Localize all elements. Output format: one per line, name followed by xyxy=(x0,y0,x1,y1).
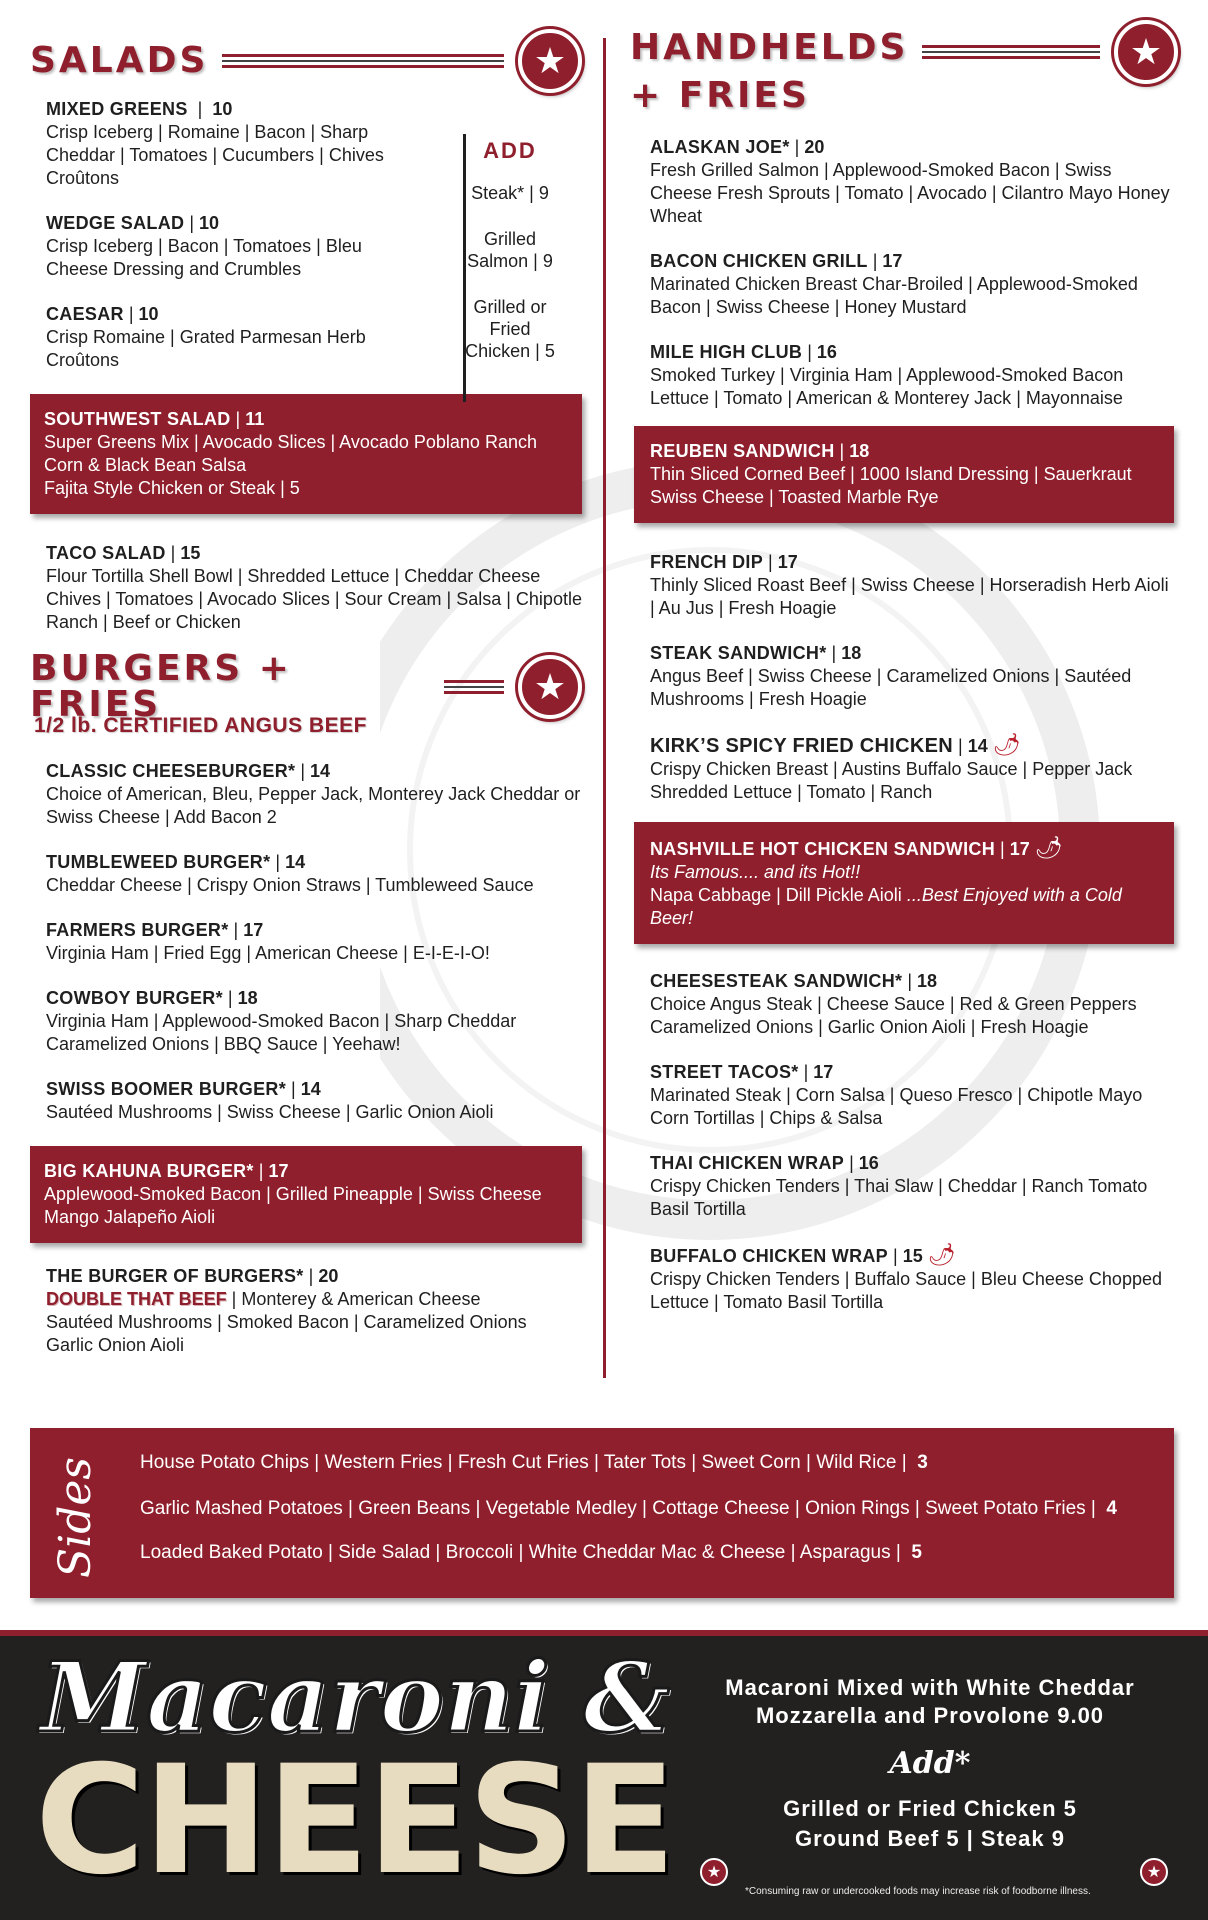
menu-item: CLASSIC CHEESEBURGER* | 14 Choice of American, Bleu, Pepper Jack, Monterey Jack Cheddar or Swiss Cheese | Add Bacon 2 xyxy=(46,761,581,827)
mac-add-ons xyxy=(690,1794,1170,1854)
item-price: 10 xyxy=(199,213,220,233)
chili-pepper-icon: 🌶 xyxy=(992,732,1021,757)
item-price: 17 xyxy=(268,1161,289,1181)
sides-row xyxy=(140,1452,928,1474)
mac-add-line: Grilled or Fried Chicken 5 xyxy=(783,1796,1077,1821)
sides-band xyxy=(30,1428,1174,1598)
item-price: 14 xyxy=(285,852,306,872)
menu-item: SOUTHWEST SALAD | 11 Super Greens Mix | Avocado Slices | Avocado Poblano Ranch Corn & Black Bean Salsa Fajita Style Chicken or Steak | 5 xyxy=(44,408,566,500)
item-name: THE BURGER OF BURGERS* xyxy=(46,1266,304,1286)
item-name: FRENCH DIP xyxy=(650,552,764,572)
mac-desc-line: Mozzarella and Provolone 9.00 xyxy=(755,1703,1105,1728)
item-price: 14 xyxy=(967,736,988,756)
health-disclaimer: *Consuming raw or undercooked foods may increase risk of foodborne illness. xyxy=(745,1886,1091,1897)
add-title: ADD xyxy=(483,138,537,163)
sides-items: House Potato Chips | Western Fries | Fresh Cut Fries | Tater Tots | Sweet Corn | Wild Rice | xyxy=(140,1452,912,1473)
burgers-header xyxy=(30,648,582,725)
item-name: NASHVILLE HOT CHICKEN SANDWICH xyxy=(650,839,995,859)
salads-title: SALADS xyxy=(30,40,209,81)
menu-item: WEDGE SALAD | 10 Crisp Iceberg | Bacon | Tomatoes | Bleu Cheese Dressing and Crumbles xyxy=(46,212,426,281)
item-desc: Virginia Ham | Fried Egg | American Cheese | E-I-E-I-O! xyxy=(46,943,490,963)
handhelds-title-line2: + FRIES xyxy=(630,75,810,116)
menu-item: KIRK’S SPICY FRIED CHICKEN | 14 🌶 Crispy Chicken Breast | Austins Buffalo Sauce | Pepper Jack Shredded Lettuce | Tomato | Ranch xyxy=(650,733,1178,804)
menu-item: TUMBLEWEED BURGER* | 14 Cheddar Cheese | Crispy Onion Straws | Tumbleweed Sauce xyxy=(46,851,582,897)
item-desc: Choice of American, Bleu, Pepper Jack, Monterey Jack Cheddar or Swiss Cheese | Add Bacon 2 xyxy=(46,784,581,827)
item-name: MILE HIGH CLUB xyxy=(650,342,803,362)
item-desc-line: Mango Jalapeño Aioli xyxy=(44,1207,216,1227)
item-price: 18 xyxy=(237,988,258,1008)
menu-item: THE BURGER OF BURGERS* | 20 DOUBLE THAT BEEF | Monterey & American Cheese Sautéed Mushrooms | Smoked Bacon | Caramelized Onions Garlic Onion Aioli xyxy=(46,1265,582,1357)
item-price: 16 xyxy=(858,1153,879,1173)
item-name: COWBOY BURGER* xyxy=(46,988,223,1008)
item-price: 16 xyxy=(816,342,837,362)
item-price: 15 xyxy=(902,1246,923,1266)
chili-pepper-icon: 🌶 xyxy=(927,1242,956,1267)
item-desc-line: Super Greens Mix | Avocado Slices | Avocado Poblano Ranch xyxy=(44,432,537,452)
burgers-rule xyxy=(444,680,504,694)
menu-item: BUFFALO CHICKEN WRAP | 15 🌶 Crispy Chicken Tenders | Buffalo Sauce | Bleu Cheese Chopped Lettuce | Tomato Basil Tortilla xyxy=(650,1243,1178,1314)
item-desc: Angus Beef | Swiss Cheese | Caramelized Onions | Sautéed Mushrooms | Fresh Hoagie xyxy=(650,666,1132,709)
item-desc: Marinated Chicken Breast Char-Broiled | Applewood-Smoked Bacon | Swiss Cheese | Honey Mustard xyxy=(650,274,1138,317)
menu-item: STEAK SANDWICH* | 18 Angus Beef | Swiss Cheese | Caramelized Onions | Sautéed Mushrooms | Fresh Hoagie xyxy=(650,642,1178,711)
item-name: SOUTHWEST SALAD xyxy=(44,409,231,429)
menu-item: THAI CHICKEN WRAP | 16 Crispy Chicken Tenders | Thai Slaw | Cheddar | Ranch Tomato Basil Tortilla xyxy=(650,1152,1178,1221)
item-desc: Crisp Romaine | Grated Parmesan Herb Croûtons xyxy=(46,327,366,370)
menu-item: NASHVILLE HOT CHICKEN SANDWICH | 17 🌶 Its Famous.... and its Hot!! Napa Cabbage | Dill Pickle Aioli ...Best Enjoyed with a Cold Beer! xyxy=(650,836,1158,930)
menu-item: SWISS BOOMER BURGER* | 14 Sautéed Mushrooms | Swiss Cheese | Garlic Onion Aioli xyxy=(46,1078,582,1124)
menu-item: MIXED GREENS | 10 Crisp Iceberg | Romaine | Bacon | Sharp Cheddar | Tomatoes | Cucumbers | Chives Croûtons xyxy=(46,98,426,190)
southwest-salad-band xyxy=(30,394,582,514)
item-desc: Flour Tortilla Shell Bowl | Shredded Lettuce | Cheddar Cheese Chives | Tomatoes | Avocado Slices | Sour Cream | Salsa | Chipotle Ranch | Beef or Chicken xyxy=(46,566,582,632)
item-price: 17 xyxy=(777,552,798,572)
item-price: 17 xyxy=(882,251,903,271)
item-price: 10 xyxy=(212,99,233,119)
salads-header xyxy=(30,30,582,92)
item-desc: Crisp Iceberg | Bacon | Tomatoes | Bleu Cheese Dressing and Crumbles xyxy=(46,236,362,279)
item-desc-line: Corn & Black Bean Salsa xyxy=(44,455,247,475)
sides-price: 3 xyxy=(917,1452,928,1473)
menu-item: REUBEN SANDWICH | 18 Thin Sliced Corned Beef | 1000 Island Dressing | Sauerkraut Swiss Cheese | Toasted Marble Rye xyxy=(650,440,1158,509)
item-desc-line: Applewood-Smoked Bacon | Grilled Pineapple | Swiss Cheese xyxy=(44,1184,542,1204)
item-price: 17 xyxy=(813,1062,834,1082)
item-desc: Crispy Chicken Tenders | Thai Slaw | Cheddar | Ranch Tomato Basil Tortilla xyxy=(650,1176,1148,1219)
big-kahuna-band xyxy=(30,1146,582,1243)
item-desc-line: Fajita Style Chicken or Steak | 5 xyxy=(44,478,300,498)
add-item: Grilled Salmon | 9 xyxy=(467,229,553,271)
mac-desc-line: Macaroni Mixed with White Cheddar xyxy=(725,1675,1135,1700)
item-desc: Choice Angus Steak | Cheese Sauce | Red & Green Peppers Caramelized Onions | Garlic Onion Aioli | Fresh Hoagie xyxy=(650,994,1137,1037)
item-name: KIRK’S SPICY FRIED CHICKEN xyxy=(650,735,954,757)
sides-items: Garlic Mashed Potatoes | Green Beans | Vegetable Medley | Cottage Cheese | Onion Rings | Sweet Potato Fries | xyxy=(140,1498,1102,1519)
item-price: 17 xyxy=(1009,839,1030,859)
item-name: SWISS BOOMER BURGER* xyxy=(46,1079,287,1099)
chili-pepper-icon: 🌶 xyxy=(1034,835,1063,860)
menu-item: FRENCH DIP | 17 Thinly Sliced Roast Beef | Swiss Cheese | Horseradish Herb Aioli | Au Jus | Fresh Hoagie xyxy=(650,551,1178,620)
star-badge-icon: ★ xyxy=(518,655,582,719)
sides-price: 5 xyxy=(911,1542,922,1563)
item-name: REUBEN SANDWICH xyxy=(650,441,835,461)
menu-item: TACO SALAD | 15 Flour Tortilla Shell Bowl | Shredded Lettuce | Cheddar Cheese Chives | Tomatoes | Avocado Slices | Sour Cream | Salsa | Chipotle Ranch | Beef or Chicken xyxy=(46,543,582,632)
item-desc-line: | Monterey & American Cheese xyxy=(226,1289,481,1309)
menu-item: COWBOY BURGER* | 18 Virginia Ham | Applewood-Smoked Bacon | Sharp Cheddar Caramelized Onions | BBQ Sauce | Yeehaw! xyxy=(46,987,582,1056)
star-badge-icon: ★ xyxy=(700,1858,728,1886)
item-desc: Thinly Sliced Roast Beef | Swiss Cheese | Horseradish Herb Aioli | Au Jus | Fresh Hoagie xyxy=(650,575,1169,618)
burgers-title: BURGERS + FRIES xyxy=(30,648,292,725)
item-name: WEDGE SALAD xyxy=(46,213,185,233)
item-desc: Smoked Turkey | Virginia Ham | Applewood-Smoked Bacon Lettuce | Tomato | American & Monterey Jack | Mayonnaise xyxy=(650,365,1124,408)
item-price: 10 xyxy=(138,304,159,324)
star-badge-icon: ★ xyxy=(1114,20,1178,84)
menu-item: BACON CHICKEN GRILL | 17 Marinated Chicken Breast Char-Broiled | Applewood-Smoked Bacon | Swiss Cheese | Honey Mustard xyxy=(650,250,1178,319)
column-divider xyxy=(603,38,606,1378)
item-desc: Virginia Ham | Applewood-Smoked Bacon | Sharp Cheddar Caramelized Onions | BBQ Sauce | Yeehaw! xyxy=(46,1011,517,1054)
item-desc-line: Swiss Cheese | Toasted Marble Rye xyxy=(650,487,939,507)
sides-items: Loaded Baked Potato | Side Salad | Broccoli | White Cheddar Mac & Cheese | Asparagus | xyxy=(140,1542,907,1563)
menu-item: BIG KAHUNA BURGER* | 17 Applewood-Smoked Bacon | Grilled Pineapple | Swiss Cheese Mango Jalapeño Aioli xyxy=(44,1160,566,1229)
left-column xyxy=(30,30,582,1379)
item-desc: Fresh Grilled Salmon | Applewood-Smoked Bacon | Swiss Cheese Fresh Sprouts | Tomato | Avocado | Cilantro Mayo Honey Wheat xyxy=(650,160,1170,226)
star-badge-icon: ★ xyxy=(1140,1858,1168,1886)
item-price: 15 xyxy=(180,543,201,563)
item-desc-line: Sautéed Mushrooms | Smoked Bacon | Caramelized Onions xyxy=(46,1312,527,1332)
item-note: ...Best Enjoyed with a Cold Beer! xyxy=(650,885,1122,928)
menu-item: STREET TACOS* | 17 Marinated Steak | Corn Salsa | Queso Fresco | Chipotle Mayo Corn Tortillas | Chips & Salsa xyxy=(650,1061,1178,1130)
item-name: BIG KAHUNA BURGER* xyxy=(44,1161,254,1181)
item-name: TUMBLEWEED BURGER* xyxy=(46,852,271,872)
mac-title-block: CHEESE xyxy=(35,1734,675,1908)
menu-item: ALASKAN JOE* | 20 Fresh Grilled Salmon | Applewood-Smoked Bacon | Swiss Cheese Fresh Sprouts | Tomato | Avocado | Cilantro Mayo Honey Wheat xyxy=(650,136,1178,228)
item-price: 18 xyxy=(841,643,862,663)
sides-price: 4 xyxy=(1106,1498,1117,1519)
handhelds-title-line1: HANDHELDS xyxy=(630,27,909,68)
handhelds-header xyxy=(630,22,1178,122)
menu-item: CAESAR | 10 Crisp Romaine | Grated Parmesan Herb Croûtons xyxy=(46,303,426,372)
add-item: Steak* | 9 xyxy=(471,183,549,203)
item-price: 14 xyxy=(310,761,331,781)
mac-and-cheese-section xyxy=(0,1630,1208,1920)
item-price: 18 xyxy=(849,441,870,461)
add-item: Grilled or Fried Chicken | 5 xyxy=(465,297,555,361)
item-name: THAI CHICKEN WRAP xyxy=(650,1153,845,1173)
salad-add-ons xyxy=(435,140,585,386)
item-name: BUFFALO CHICKEN WRAP xyxy=(650,1246,888,1266)
menu-item: FARMERS BURGER* | 17 Virginia Ham | Fried Egg | American Cheese | E-I-E-I-O! xyxy=(46,919,582,965)
item-price: 18 xyxy=(917,971,938,991)
item-desc: Cheddar Cheese | Crispy Onion Straws | Tumbleweed Sauce xyxy=(46,875,534,895)
item-desc-line: Thin Sliced Corned Beef | 1000 Island Dressing | Sauerkraut xyxy=(650,464,1132,484)
salads-rule xyxy=(222,54,504,68)
item-price: 17 xyxy=(243,920,264,940)
mac-title-script: Macaroni & xyxy=(40,1641,671,1754)
nashville-band xyxy=(634,822,1174,944)
item-desc: Crisp Iceberg | Romaine | Bacon | Sharp Cheddar | Tomatoes | Cucumbers | Chives Croûtons xyxy=(46,122,384,188)
item-price: 11 xyxy=(245,409,265,429)
mac-add-title: Add* xyxy=(889,1746,971,1781)
sides-label: Sides xyxy=(50,1457,101,1578)
item-desc-line: Garlic Onion Aioli xyxy=(46,1335,185,1355)
item-desc: Marinated Steak | Corn Salsa | Queso Fresco | Chipotle Mayo Corn Tortillas | Chips & Salsa xyxy=(650,1085,1143,1128)
item-name: CAESAR xyxy=(46,304,124,324)
menu-item: MILE HIGH CLUB | 16 Smoked Turkey | Virginia Ham | Applewood-Smoked Bacon Lettuce | Tomato | American & Monterey Jack | Mayonnaise xyxy=(650,341,1178,410)
item-price: 20 xyxy=(804,137,825,157)
right-column xyxy=(630,22,1178,1336)
item-name: BACON CHICKEN GRILL xyxy=(650,251,868,271)
item-name: TACO SALAD xyxy=(46,543,166,563)
handhelds-rule xyxy=(922,45,1100,59)
item-tagline: Its Famous.... and its Hot!! xyxy=(650,862,861,882)
menu-item: CHEESESTEAK SANDWICH* | 18 Choice Angus Steak | Cheese Sauce | Red & Green Peppers Caramelized Onions | Garlic Onion Aioli | Fresh Hoagie xyxy=(650,970,1178,1039)
item-name: FARMERS BURGER* xyxy=(46,920,229,940)
item-desc-line: Napa Cabbage | Dill Pickle Aioli xyxy=(650,885,907,905)
sides-row xyxy=(140,1542,922,1564)
item-name: STEAK SANDWICH* xyxy=(650,643,827,663)
item-price: 20 xyxy=(318,1266,339,1286)
item-name: MIXED GREENS xyxy=(46,99,188,119)
item-name: ALASKAN JOE* xyxy=(650,137,790,157)
item-name: CHEESESTEAK SANDWICH* xyxy=(650,971,903,991)
burgers-subtitle: 1/2 lb. CERTIFIED ANGUS BEEF xyxy=(34,714,367,737)
mac-description xyxy=(690,1674,1170,1730)
item-name: CLASSIC CHEESEBURGER* xyxy=(46,761,296,781)
item-price: 14 xyxy=(300,1079,321,1099)
reuben-band xyxy=(634,426,1174,523)
item-desc: Crispy Chicken Breast | Austins Buffalo Sauce | Pepper Jack Shredded Lettuce | Tomato | Ranch xyxy=(650,759,1133,802)
double-beef-tag: DOUBLE THAT BEEF xyxy=(46,1289,227,1309)
star-badge-icon: ★ xyxy=(518,29,582,93)
item-desc: Sautéed Mushrooms | Swiss Cheese | Garlic Onion Aioli xyxy=(46,1102,494,1122)
mac-add-line: Ground Beef 5 | Steak 9 xyxy=(794,1826,1065,1851)
sides-row xyxy=(140,1498,1117,1520)
item-name: STREET TACOS* xyxy=(650,1062,799,1082)
item-desc: Crispy Chicken Tenders | Buffalo Sauce | Bleu Cheese Chopped Lettuce | Tomato Basil Tortilla xyxy=(650,1269,1162,1312)
